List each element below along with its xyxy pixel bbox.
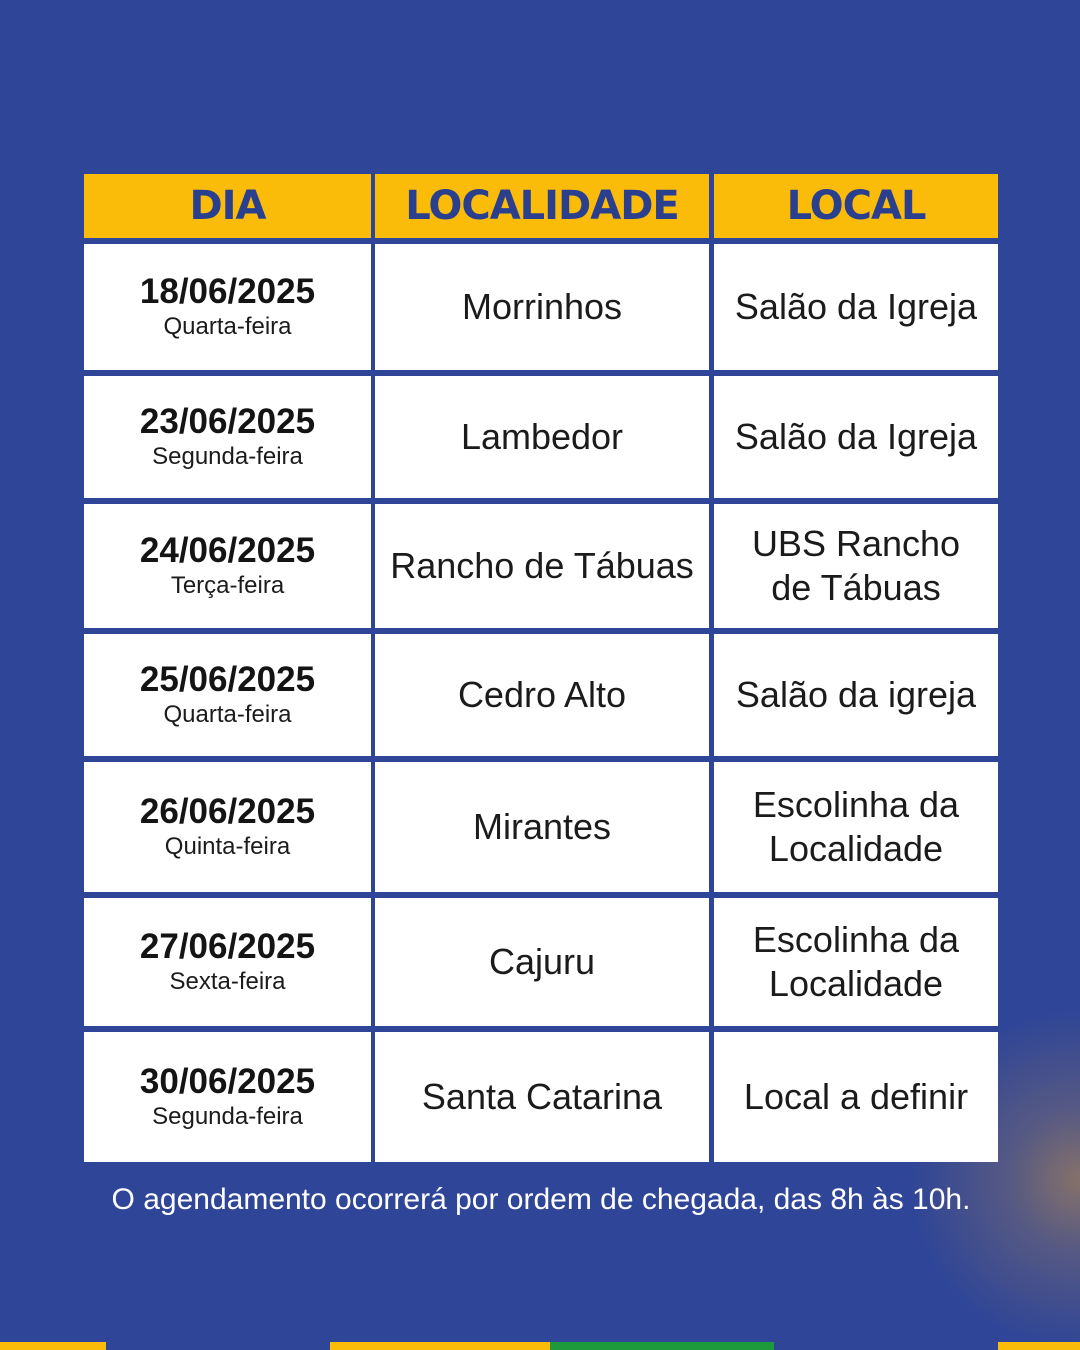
localidade-cell <box>375 898 709 1026</box>
localidade-text: Cajuru <box>488 941 596 982</box>
localidade-cell <box>375 762 709 892</box>
date-text: 27/06/2025 <box>139 927 316 966</box>
localidade-text: Cedro Alto <box>457 674 627 715</box>
localidade-text: Lambedor <box>460 416 624 457</box>
header-dia: DIA <box>84 174 371 238</box>
strip-segment-green <box>550 1342 774 1350</box>
local-cell <box>714 504 998 628</box>
weekday-text: Quinta-feira <box>164 833 291 860</box>
flag-color-strip <box>0 1342 1080 1350</box>
strip-segment-yellow <box>998 1342 1080 1350</box>
date-text: 30/06/2025 <box>139 1062 316 1101</box>
local-cell <box>714 762 998 892</box>
localidade-cell <box>375 376 709 498</box>
table-header-row <box>84 174 998 238</box>
localidade-cell <box>375 634 709 756</box>
date-cell <box>84 762 371 892</box>
localidade-text: Santa Catarina <box>421 1076 663 1117</box>
table-row <box>84 762 998 892</box>
weekday-text: Quarta-feira <box>163 313 292 340</box>
weekday-text: Sexta-feira <box>169 968 286 995</box>
localidade-cell <box>375 1032 709 1162</box>
header-localidade: LOCALIDADE <box>375 174 709 238</box>
strip-segment-yellow <box>330 1342 550 1350</box>
table-row <box>84 1032 998 1162</box>
date-text: 25/06/2025 <box>139 660 316 699</box>
weekday-text: Terça-feira <box>170 572 285 599</box>
local-text: Salão da Igreja <box>734 416 978 457</box>
weekday-text: Segunda-feira <box>152 443 303 470</box>
date-text: 18/06/2025 <box>139 272 316 311</box>
localidade-cell <box>375 244 709 370</box>
date-cell <box>84 634 371 756</box>
table-row <box>84 504 998 628</box>
localidade-text: Morrinhos <box>461 286 623 327</box>
weekday-text: Quarta-feira <box>163 701 292 728</box>
strip-segment-blue <box>774 1342 998 1350</box>
localidade-cell <box>375 504 709 628</box>
local-text: Local a definir <box>743 1076 969 1117</box>
schedule-table <box>84 174 998 1162</box>
date-cell <box>84 1032 371 1162</box>
local-cell <box>714 634 998 756</box>
local-text: Escolinha da Localidade <box>752 784 960 869</box>
table-row <box>84 376 998 498</box>
local-cell <box>714 898 998 1026</box>
date-cell <box>84 898 371 1026</box>
date-cell <box>84 244 371 370</box>
table-row <box>84 898 998 1026</box>
date-cell <box>84 376 371 498</box>
local-text: Salão da igreja <box>735 674 977 715</box>
local-cell <box>714 376 998 498</box>
weekday-text: Segunda-feira <box>152 1103 303 1130</box>
local-text: Salão da Igreja <box>734 286 978 327</box>
table-row <box>84 244 998 370</box>
localidade-text: Rancho de Tábuas <box>390 545 694 586</box>
localidade-text: Mirantes <box>472 806 612 847</box>
strip-segment-yellow <box>0 1342 106 1350</box>
schedule-note: O agendamento ocorrerá por ordem de chegada, das 8h às 10h. <box>111 1183 971 1216</box>
table-row <box>84 634 998 756</box>
local-cell <box>714 244 998 370</box>
local-text: UBS Rancho de Tábuas <box>751 523 961 608</box>
date-cell <box>84 504 371 628</box>
date-text: 26/06/2025 <box>139 792 316 831</box>
header-local: LOCAL <box>714 174 998 238</box>
local-cell <box>714 1032 998 1162</box>
strip-segment-blue <box>106 1342 330 1350</box>
date-text: 23/06/2025 <box>139 402 316 441</box>
date-text: 24/06/2025 <box>139 531 316 570</box>
local-text: Escolinha da Localidade <box>752 919 960 1004</box>
